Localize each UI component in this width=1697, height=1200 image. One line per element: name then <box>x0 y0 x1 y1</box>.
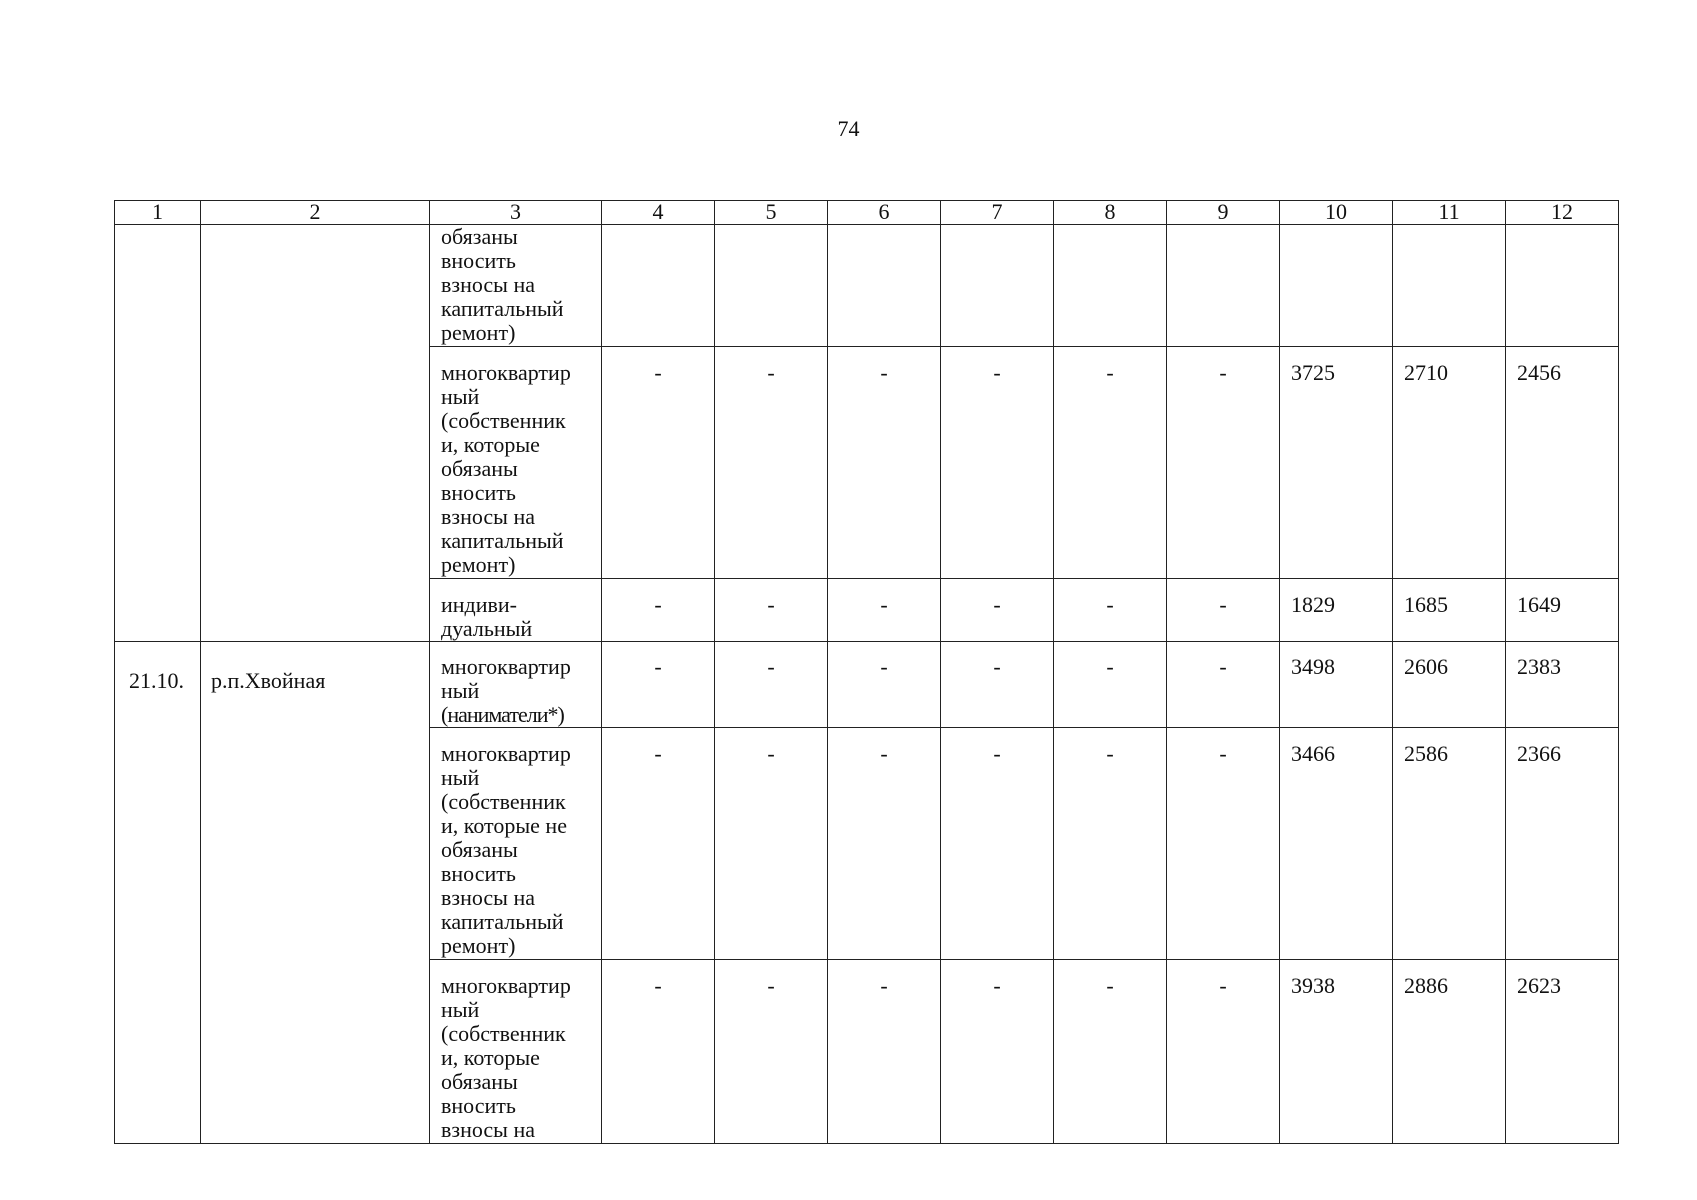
value-cell <box>1280 225 1393 347</box>
value-cell: - <box>602 728 715 960</box>
value-cell: - <box>828 579 941 642</box>
column-header: 7 <box>941 201 1054 225</box>
value-cell: 1829 <box>1280 579 1393 642</box>
page-number: 74 <box>837 116 860 141</box>
value-cell: - <box>602 347 715 579</box>
value-cell: - <box>1167 642 1280 728</box>
value-cell: 2606 <box>1393 642 1506 728</box>
value-cell: - <box>941 728 1054 960</box>
column-header: 9 <box>1167 201 1280 225</box>
value-cell: - <box>1167 347 1280 579</box>
value-cell: - <box>715 728 828 960</box>
table-row <box>115 642 1619 728</box>
row-number-cell <box>115 225 201 642</box>
column-header: 3 <box>430 201 602 225</box>
value-cell: - <box>1054 960 1167 1144</box>
value-cell: 2586 <box>1393 728 1506 960</box>
value-cell: - <box>941 347 1054 579</box>
value-cell: - <box>1054 347 1167 579</box>
value-cell: - <box>715 642 828 728</box>
value-cell: 2886 <box>1393 960 1506 1144</box>
housing-type-cell: многоквартир ный (собственник и, которые обязаны вносить взносы на капитальный ремонт) <box>430 347 602 579</box>
value-cell: - <box>941 579 1054 642</box>
value-cell <box>1393 225 1506 347</box>
value-cell <box>602 225 715 347</box>
value-cell: - <box>715 579 828 642</box>
value-cell: - <box>602 960 715 1144</box>
value-cell: - <box>1054 642 1167 728</box>
value-cell: - <box>715 347 828 579</box>
column-header: 11 <box>1393 201 1506 225</box>
settlement-cell <box>201 225 430 642</box>
value-cell: 2710 <box>1393 347 1506 579</box>
column-header: 10 <box>1280 201 1393 225</box>
value-cell <box>1054 225 1167 347</box>
column-number-row <box>115 201 1619 225</box>
value-cell: - <box>602 642 715 728</box>
column-header: 2 <box>201 201 430 225</box>
column-header: 6 <box>828 201 941 225</box>
value-cell: - <box>1167 579 1280 642</box>
value-cell: 3725 <box>1280 347 1393 579</box>
value-cell: - <box>941 960 1054 1144</box>
value-cell: - <box>828 728 941 960</box>
housing-type-cell: многоквартир ный (собственник и, которые не обязаны вносить взносы на капитальный ремонт) <box>430 728 602 960</box>
row-number-cell: 21.10. <box>115 642 201 1144</box>
value-cell: 3466 <box>1280 728 1393 960</box>
value-cell: 2366 <box>1506 728 1619 960</box>
column-header: 4 <box>602 201 715 225</box>
column-header: 5 <box>715 201 828 225</box>
value-cell: 3938 <box>1280 960 1393 1144</box>
value-cell: - <box>1167 728 1280 960</box>
column-header: 12 <box>1506 201 1619 225</box>
value-cell: - <box>828 347 941 579</box>
value-cell: - <box>1167 960 1280 1144</box>
column-header: 8 <box>1054 201 1167 225</box>
housing-type-cell: индиви- дуальный <box>430 579 602 642</box>
value-cell <box>1167 225 1280 347</box>
value-cell <box>941 225 1054 347</box>
housing-type-cell: многоквартир ный (наниматели*) <box>430 642 602 728</box>
value-cell: - <box>715 960 828 1144</box>
value-cell: 1649 <box>1506 579 1619 642</box>
housing-type-cell: обязаны вносить взносы на капитальный ремонт) <box>430 225 602 347</box>
value-cell: - <box>828 642 941 728</box>
housing-type-cell: многоквартир ный (собственник и, которые обязаны вносить взносы на <box>430 960 602 1144</box>
value-cell: - <box>828 960 941 1144</box>
value-cell: - <box>1054 728 1167 960</box>
column-header: 1 <box>115 201 201 225</box>
value-cell <box>715 225 828 347</box>
value-cell: 1685 <box>1393 579 1506 642</box>
value-cell: 2383 <box>1506 642 1619 728</box>
value-cell <box>1506 225 1619 347</box>
settlement-cell: р.п.Хвойная <box>201 642 430 1144</box>
tariff-table <box>114 200 1619 1144</box>
value-cell: 3498 <box>1280 642 1393 728</box>
value-cell: - <box>602 579 715 642</box>
table-row <box>115 225 1619 347</box>
value-cell: 2456 <box>1506 347 1619 579</box>
value-cell: - <box>941 642 1054 728</box>
value-cell <box>828 225 941 347</box>
value-cell: - <box>1054 579 1167 642</box>
value-cell: 2623 <box>1506 960 1619 1144</box>
